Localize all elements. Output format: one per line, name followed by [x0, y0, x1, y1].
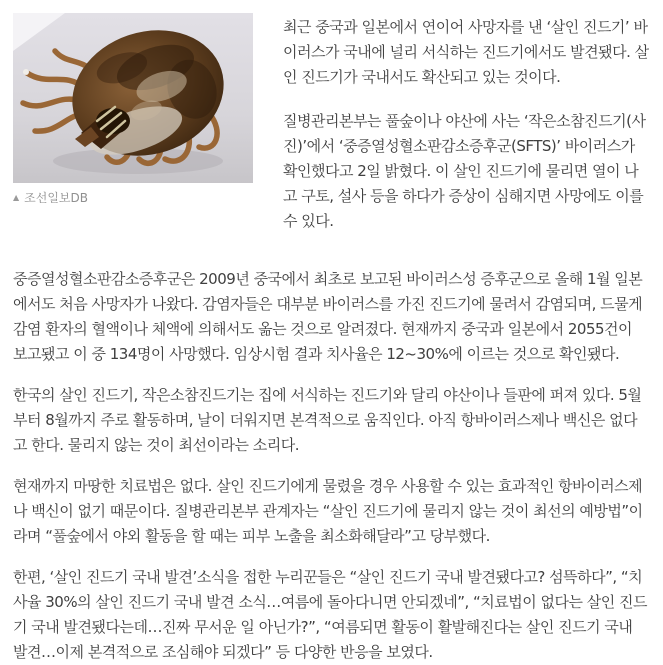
caption-triangle-up-icon: ▲ — [13, 193, 20, 202]
leg-tip-speck — [23, 69, 29, 75]
tick-photo — [13, 13, 253, 183]
paragraph-3: 중증열성혈소판감소증후군은 2009년 중국에서 최초로 보고된 바이러스성 증후군으로 올해 1월 일본에서도 처음 사망자가 나왔다. 감염자들은 대부분 바이러스를 가진 진드기에 물려서 감염되며, 드물게 감염 환자의 혈액이나 체액에 의해서도 옮는 것으로 알려졌다. 현재까지 중국과 일본에서 2055건이 보고됐고 이 중 134명이 사망했다. 임상시험 결과 치사율은 12~30%에 이르는 것으로 확인됐다. — [13, 270, 643, 363]
photo-caption-text: 조선일보DB — [24, 191, 88, 205]
paragraph-2: 질병관리본부는 풀숲이나 야산에 사는 ‘작은소참진드기(사진)’에서 ‘중증열성혈소판감소증후군(SFTS)’ 바이러스가 확인했다고 2일 밝혔다. 이 살인 진드기에 물리면 열이 나고 구토, 설사 등을 하다가 증상이 심해지면 사망에도 이를 수 있다. — [283, 112, 646, 230]
paragraph-5: 현재까지 마땅한 치료법은 없다. 살인 진드기에게 물렸을 경우 사용할 수 있는 효과적인 항바이러스제나 백신이 없기 때문이다. 질병관리본부 관계자는 “살인 진드기에 물리지 않는 것이 최선의 예방법”이라며 “풀숲에서 야외 활동을 할 때는 피부 노출을 최소화해달라”고 당부했다. — [13, 477, 643, 545]
lead-text-column — [283, 13, 650, 253]
article-figure — [13, 13, 253, 205]
paragraph-4: 한국의 살인 진드기, 작은소참진드기는 집에 서식하는 진드기와 달리 야산이나 들판에 퍼져 있다. 5월부터 8월까지 주로 활동하며, 날이 더워지면 본격적으로 움직인다. 아직 항바이러스제나 백신은 없다고 한다. 물리지 않는 것이 최선이라는 소리다. — [13, 386, 642, 454]
article-body-section — [13, 267, 650, 665]
photo-caption — [13, 191, 253, 205]
paragraph-6: 한편, ‘살인 진드기 국내 발견’소식을 접한 누리꾼들은 “살인 진드기 국내 발견됐다고? 섬뜩하다”, “치사율 30%의 살인 진드기 국내 발견 소식…여름에 돌아다니면 안되겠네”, “치료법이 없다는 살인 진드기 국내 발견됐다는데…진짜 무서운 일 아닌가?”, “여름되면 활동이 활발해진다는 살인 진드기 국내 발견…이제 본격적으로 조심해야 되겠다” 등 다양한 반응을 보였다. — [13, 568, 648, 661]
paragraph-1: 최근 중국과 일본에서 연이어 사망자를 낸 ‘살인 진드기’ 바이러스가 국내에 널리 서식하는 진드기에서도 발견됐다. 살인 진드기가 국내서도 확산되고 있는 것이다. — [283, 18, 649, 86]
article-lead-section — [13, 13, 650, 253]
